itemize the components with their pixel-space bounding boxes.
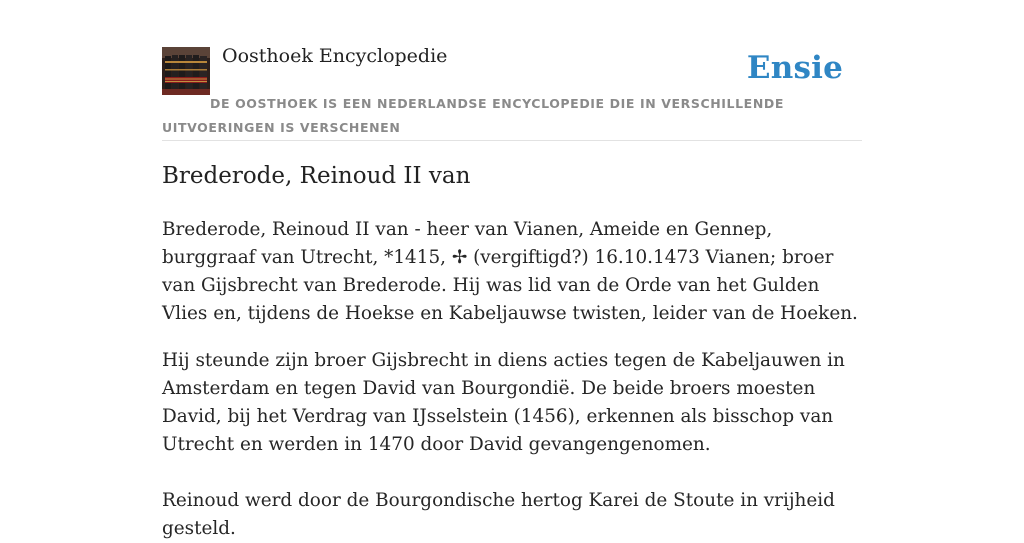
encyclopedia-avatar[interactable] <box>162 47 210 95</box>
ensie-logo[interactable]: Ensie <box>746 50 843 86</box>
article-body <box>162 216 867 543</box>
book-spines-icon <box>162 47 210 95</box>
site-tagline: DE OOSTHOEK IS EEN NEDERLANDSE ENCYCLOPEDIE DIE IN VERSCHILLENDE UITVOERINGEN IS VERSCHENEN <box>162 96 784 135</box>
site-name-link[interactable]: Oosthoek Encyclopedie <box>222 45 448 67</box>
article-paragraph: Hij steunde zijn broer Gijsbrecht in diens acties tegen de Kabeljauwen in Amsterdam en tegen David van Bourgondië. De beide broers moesten David, bij het Verdrag van IJsselstein (1456), erkennen als bisschop van Utrecht en werden in 1470 door David gevangengenomen. <box>162 350 845 455</box>
article-paragraph: Reinoud werd door de Bourgondische hertog Karei de Stoute in vrijheid gesteld. <box>162 490 835 539</box>
article-paragraph: Brederode, Reinoud II van - heer van Vianen, Ameide en Gennep, burggraaf van Utrecht, *1415, ✢ (vergiftigd?) 16.10.1473 Vianen; broer van Gijsbrecht van Brederode. Hij was lid van de Orde van het Gulden Vlies en, tijdens de Hoekse en Kabeljauwse twisten, leider van de Hoeken. <box>162 219 858 324</box>
article-title: Brederode, Reinoud II van <box>162 163 471 189</box>
site-header <box>162 0 862 141</box>
